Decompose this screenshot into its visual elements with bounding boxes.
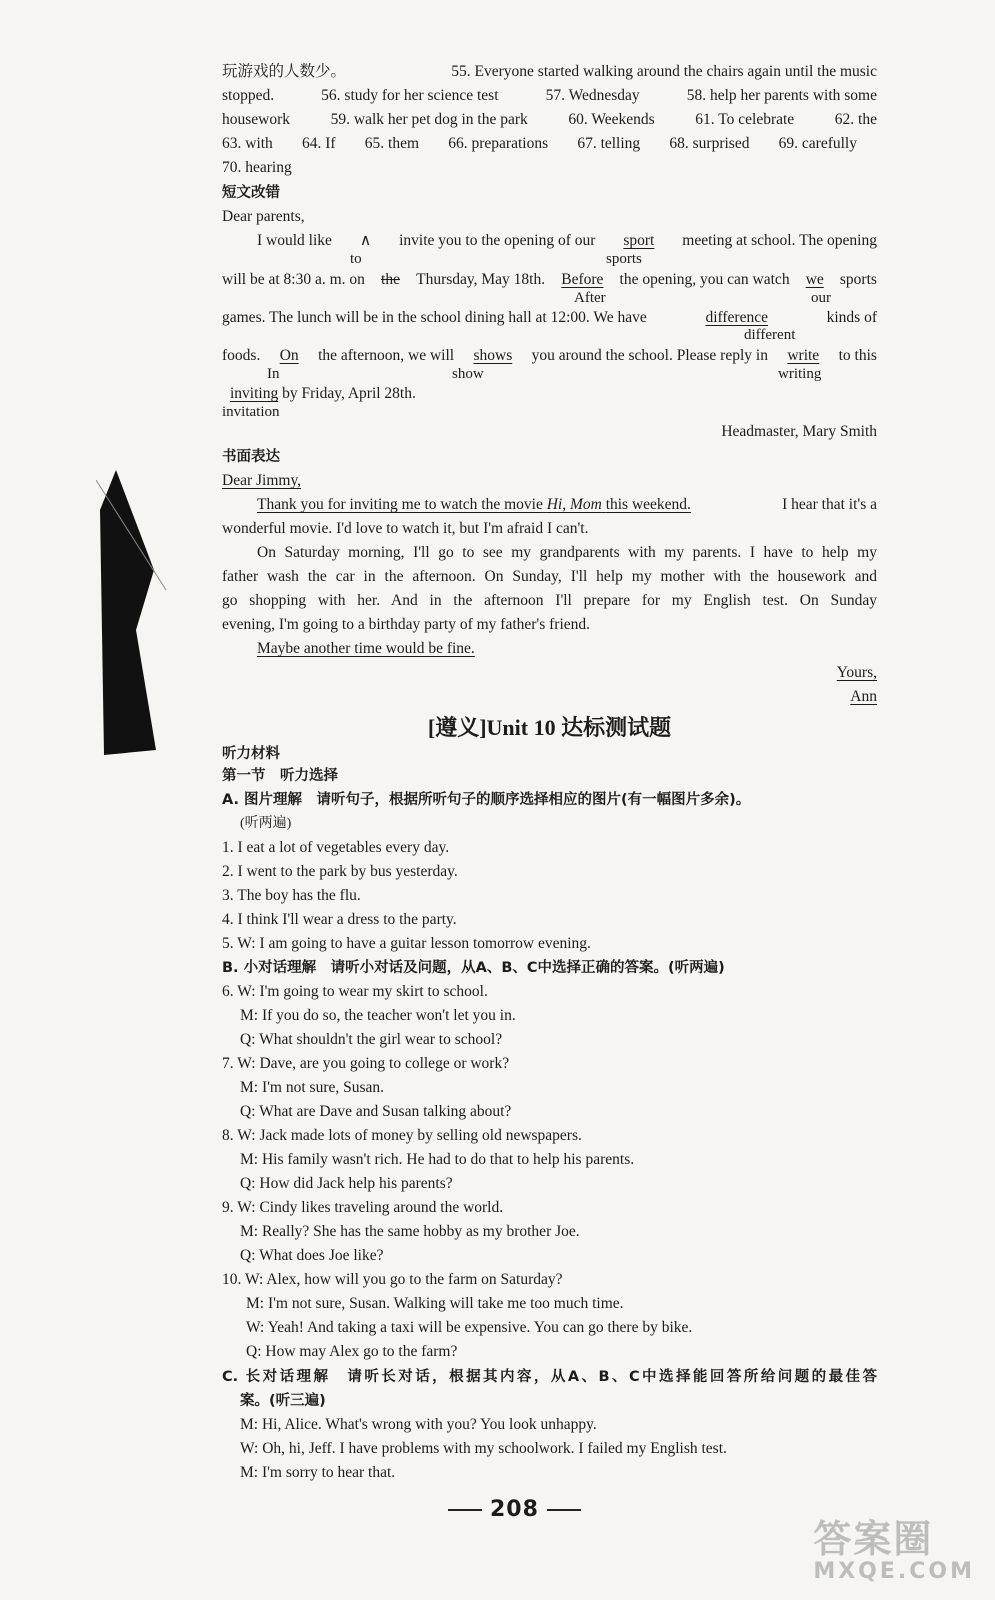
correction-line-4 xyxy=(222,346,877,366)
text: kinds of xyxy=(826,309,877,326)
answer-text: 55. Everyone started walking around the chairs again until the music xyxy=(451,63,877,80)
answers-line-1 xyxy=(222,62,877,82)
error-word: sport xyxy=(623,232,655,249)
item-8-q: Q: How did Jack help his parents? xyxy=(240,1175,453,1192)
text: I hear that it's a xyxy=(782,496,877,513)
text: A. 图片理解 请听句子，根据所听句子的顺序选择相应的图片(有一幅图片多余)。 xyxy=(222,792,751,808)
correction-line-1 xyxy=(257,231,877,251)
fix-our: our xyxy=(811,290,831,306)
dash-right xyxy=(547,1509,581,1511)
correction-line-3 xyxy=(222,308,877,328)
fix-to: to xyxy=(350,251,362,267)
fix-in: In xyxy=(267,366,280,382)
text: I would like xyxy=(257,232,332,249)
dialogue-line-1: M: Hi, Alice. What's wrong with you? You look unhappy. xyxy=(240,1416,597,1433)
text: foods. xyxy=(222,347,261,364)
text: Thank you for inviting me to watch the movie xyxy=(257,496,543,513)
writing-p2-line3: go shopping with her. And in the afternoon I'll prepare for my English test. On Sunday xyxy=(222,592,877,609)
writing-p1-line1 xyxy=(257,495,877,515)
part-a-note: (听两遍) xyxy=(240,816,292,831)
writing-p1-underlined xyxy=(257,495,691,515)
fix-after: After xyxy=(574,290,606,306)
answer-text: 61. To celebrate xyxy=(695,111,795,128)
item-6-q: Q: What shouldn't the girl wear to school? xyxy=(240,1031,503,1048)
part-b-heading: B. 小对话理解 请听小对话及问题，从A、B、C中选择正确的答案。(听两遍) xyxy=(222,960,725,976)
writing-p2-line2: father wash the car in the afternoon. On Sunday, I'll help my mother with the housework and xyxy=(222,568,877,585)
answers-line-4 xyxy=(222,134,857,154)
watermark-url: MXQE.COM xyxy=(813,1559,975,1584)
error-word: the xyxy=(381,271,400,288)
correction-heading: 短文改错 xyxy=(222,185,280,201)
item-7-w: 7. W: Dave, are you going to college or work? xyxy=(222,1055,510,1072)
movie-title: Hi, Mom xyxy=(546,496,602,513)
text: this weekend. xyxy=(605,496,691,513)
item-2: 2. I went to the park by bus yesterday. xyxy=(222,863,458,880)
fix-different: different xyxy=(744,327,796,343)
page-number xyxy=(440,1497,589,1522)
item-7-m: M: I'm not sure, Susan. xyxy=(240,1079,385,1096)
watermark xyxy=(813,1508,975,1584)
writing-p3: Maybe another time would be fine. xyxy=(257,640,475,657)
writing-p2-line1: On Saturday morning, I'll go to see my grandparents with my parents. I have to help my xyxy=(257,544,877,561)
text: the afternoon, we will xyxy=(318,347,455,364)
item-10-m: M: I'm not sure, Susan. Walking will take me too much time. xyxy=(246,1295,624,1312)
correction-line-5 xyxy=(230,384,416,404)
answer-text: 64. If xyxy=(302,135,336,152)
fix-writing: writing xyxy=(778,366,822,382)
dialogue-line-2: W: Oh, hi, Jeff. I have problems with my schoolwork. I failed my English test. xyxy=(240,1440,727,1457)
text: games. The lunch will be in the school dining hall at 12:00. We have xyxy=(222,309,647,326)
item-10-w2: W: Yeah! And taking a taxi will be expensive. You can go there by bike. xyxy=(246,1319,693,1336)
dialogue-line-3: M: I'm sorry to hear that. xyxy=(240,1464,396,1481)
error-word: Before xyxy=(561,271,604,288)
text: will be at 8:30 a. m. on xyxy=(222,271,365,288)
answer-text: 57. Wednesday xyxy=(545,87,640,104)
answers-line-3 xyxy=(222,110,877,130)
answer-text: 59. walk her pet dog in the park xyxy=(330,111,528,128)
part-c-heading-2: 案。(听三遍) xyxy=(240,1393,326,1409)
item-4: 4. I think I'll wear a dress to the party. xyxy=(222,911,457,928)
fix-show: show xyxy=(452,366,484,382)
answer-text: stopped. xyxy=(222,87,275,104)
answer-text: 58. help her parents with some xyxy=(686,87,877,104)
correction-signoff: Headmaster, Mary Smith xyxy=(721,423,877,440)
text: sports xyxy=(839,271,877,288)
text: meeting at school. The opening xyxy=(682,232,877,249)
item-5: 5. W: I am going to have a guitar lesson tomorrow evening. xyxy=(222,935,591,952)
item-6-w: 6. W: I'm going to wear my skirt to school. xyxy=(222,983,488,1000)
error-word: inviting xyxy=(230,385,279,402)
item-1: 1. I eat a lot of vegetables every day. xyxy=(222,839,450,856)
answers-line-2 xyxy=(222,86,877,106)
answer-text: 玩游戏的人数少。 xyxy=(222,63,347,80)
fix-sports: sports xyxy=(606,251,642,267)
part-a-heading xyxy=(222,790,750,810)
answer-text: 62. the xyxy=(834,111,877,128)
answer-text: 67. telling xyxy=(577,135,641,152)
answer-text: 60. Weekends xyxy=(568,111,655,128)
unit-title: [遵义]Unit 10 达标测试题 xyxy=(427,715,672,740)
page-shadow xyxy=(96,470,171,760)
correction-line-2 xyxy=(222,270,877,290)
item-9-m: M: Really? She has the same hobby as my brother Joe. xyxy=(240,1223,580,1240)
error-word: On xyxy=(279,347,299,364)
writing-p1-line2: wonderful movie. I'd love to watch it, but I'm afraid I can't. xyxy=(222,520,589,537)
answer-text: 63. with xyxy=(222,135,273,152)
text: the opening, you can watch xyxy=(619,271,790,288)
item-3: 3. The boy has the flu. xyxy=(222,887,361,904)
answers-line-5: 70. hearing xyxy=(222,159,292,176)
answer-text: 66. preparations xyxy=(448,135,549,152)
item-8-w: 8. W: Jack made lots of money by selling old newspapers. xyxy=(222,1127,582,1144)
answer-text: 68. surprised xyxy=(669,135,750,152)
answer-text: 69. carefully xyxy=(778,135,857,152)
part-c-heading: C. 长对话理解 请听长对话，根据其内容，从A、B、C中选择能回答所给问题的最佳答 xyxy=(222,1369,877,1385)
item-9-w: 9. W: Cindy likes traveling around the world. xyxy=(222,1199,504,1216)
text: by Friday, April 28th. xyxy=(282,385,416,402)
insert-mark: ∧ xyxy=(359,232,372,249)
answer-text: 56. study for her science test xyxy=(321,87,499,104)
text: to this xyxy=(838,347,877,364)
correction-greeting: Dear parents, xyxy=(222,208,305,225)
writing-greeting: Dear Jimmy, xyxy=(222,472,302,489)
answer-text: 65. them xyxy=(364,135,420,152)
item-9-q: Q: What does Joe like? xyxy=(240,1247,384,1264)
text: Thursday, May 18th. xyxy=(416,271,546,288)
writing-closing: Yours, xyxy=(836,664,877,681)
error-word: difference xyxy=(705,309,768,326)
error-word: write xyxy=(787,347,820,364)
item-8-m: M: His family wasn't rich. He had to do that to help his parents. xyxy=(240,1151,635,1168)
error-word: we xyxy=(805,271,824,288)
watermark-logo: 答案圈 xyxy=(813,1517,934,1561)
error-word: shows xyxy=(473,347,513,364)
item-10-w: 10. W: Alex, how will you go to the farm on Saturday? xyxy=(222,1271,563,1288)
answer-text: housework xyxy=(222,111,291,128)
text: you around the school. Please reply in xyxy=(531,347,768,364)
page-number-text: 208 xyxy=(490,1497,539,1522)
writing-heading: 书面表达 xyxy=(222,449,280,465)
item-10-q: Q: How may Alex go to the farm? xyxy=(246,1343,458,1360)
writing-name: Ann xyxy=(850,688,877,705)
text: invite you to the opening of our xyxy=(399,232,596,249)
dash-left xyxy=(448,1509,482,1511)
listening-heading: 听力材料 xyxy=(222,746,280,762)
section-1-heading: 第一节 听力选择 xyxy=(222,768,338,784)
item-7-q: Q: What are Dave and Susan talking about? xyxy=(240,1103,512,1120)
item-6-m: M: If you do so, the teacher won't let you in. xyxy=(240,1007,516,1024)
writing-p2-line4: evening, I'm going to a birthday party of my father's friend. xyxy=(222,616,591,633)
fix-invitation: invitation xyxy=(222,404,280,420)
